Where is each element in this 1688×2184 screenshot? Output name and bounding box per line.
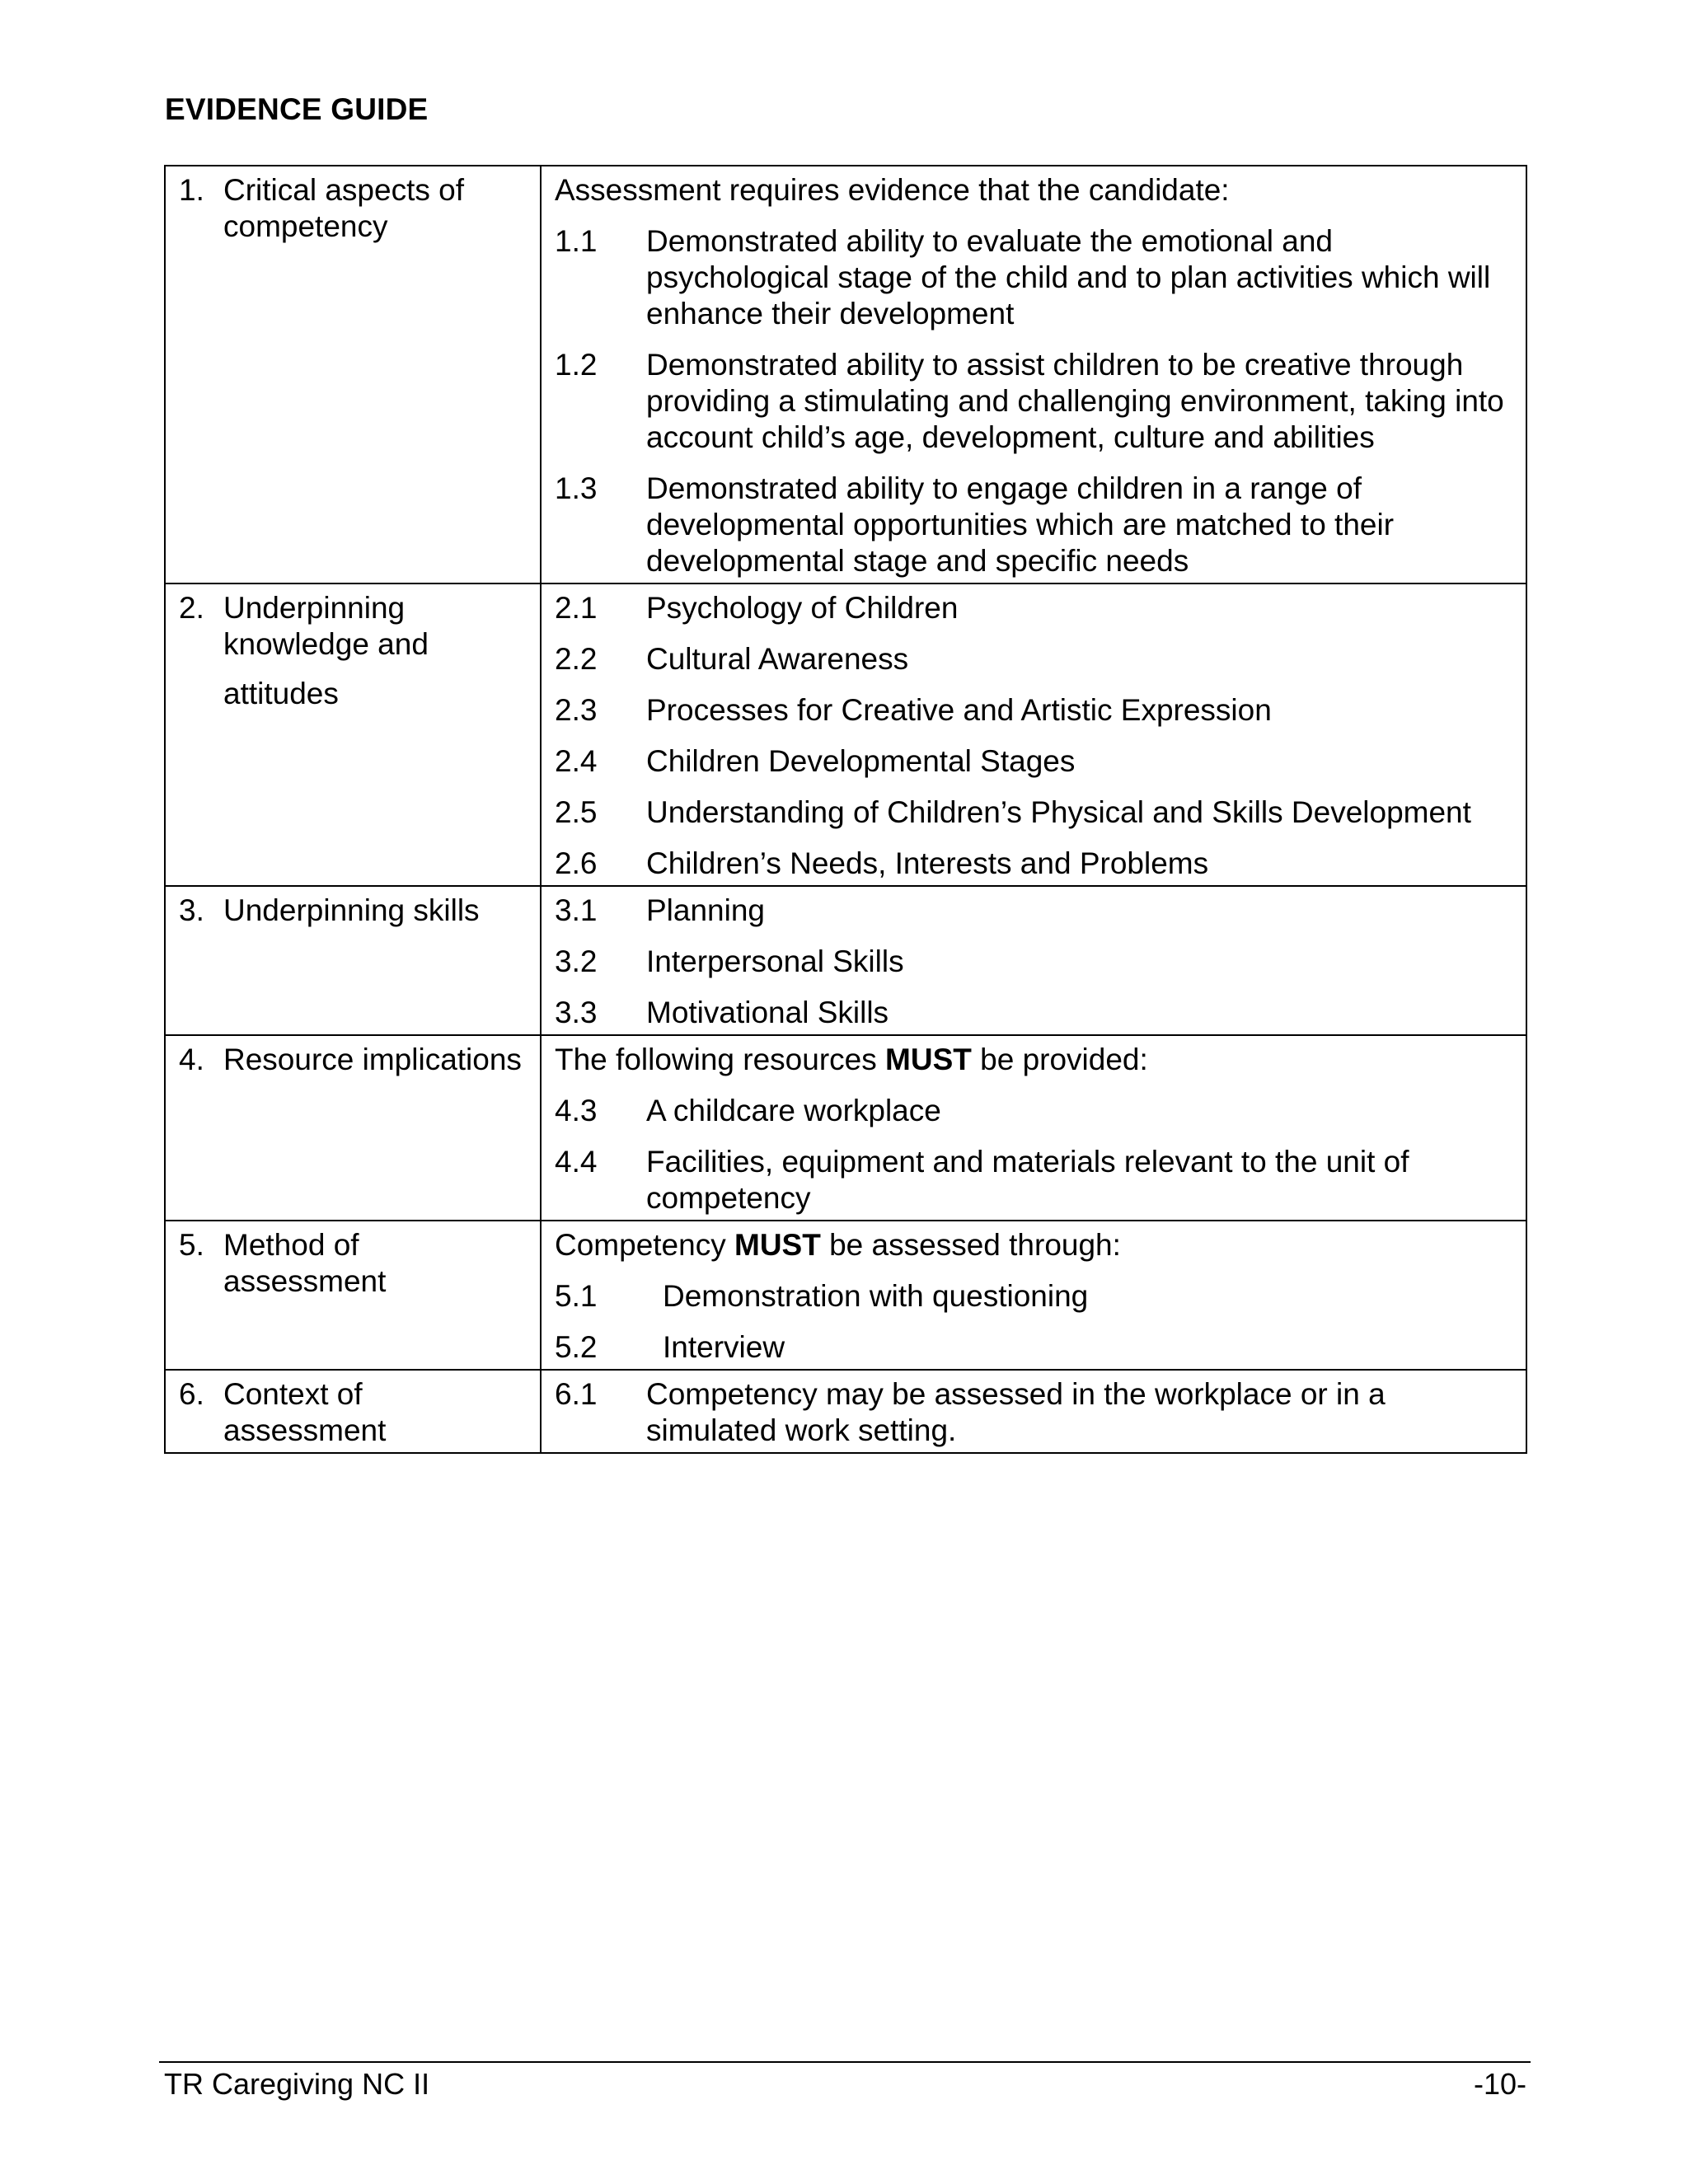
row-content-cell [541,583,1526,886]
item-number: 2.4 [555,744,598,778]
item-text: Demonstrated ability to engage children in a range of developmental opportunities which are matched to their developmental stage and specific needs [646,471,1395,578]
item-text: Interpersonal Skills [646,944,904,978]
item-number: 6.1 [555,1377,598,1411]
row-content-cell [541,886,1526,1035]
list-item [555,692,1512,729]
row-title: Critical aspects of competency [223,173,464,243]
list-item [555,1278,1512,1315]
list-item [555,743,1512,780]
list-item [555,1329,1512,1366]
table-row [165,166,1526,583]
row-number: 3. [179,893,204,927]
row-label-cell [165,1221,541,1370]
list-item [555,944,1512,980]
list-item [555,1144,1512,1216]
item-text: Demonstration with questioning [663,1279,1089,1313]
table-row [165,1035,1526,1221]
item-text: A childcare workplace [646,1094,941,1127]
list-item [555,893,1512,929]
row-intro [555,1227,1512,1263]
footer-document-title: TR Caregiving NC II [164,2067,430,2101]
item-number: 3.1 [555,893,598,927]
intro-text: be provided: [980,1043,1148,1076]
table-row [165,1221,1526,1370]
row-number: 6. [179,1377,204,1411]
item-number: 2.5 [555,795,598,829]
item-number: 5.1 [555,1279,598,1313]
row-label-cell [165,583,541,886]
list-item [555,1376,1512,1449]
page-heading: EVIDENCE GUIDE [165,92,429,126]
footer-page-number: -10- [1473,2067,1526,2101]
row-content-cell [541,1370,1526,1453]
item-number: 2.6 [555,846,598,880]
item-number: 3.2 [555,944,598,978]
item-number: 1.3 [555,471,598,505]
item-number: 1.1 [555,224,598,258]
row-label-cell [165,1370,541,1453]
table-row [165,886,1526,1035]
row-content-cell [541,1035,1526,1221]
item-number: 2.1 [555,591,598,625]
row-number: 1. [179,173,204,207]
row-content-cell [541,166,1526,583]
row-title: Resource implications [223,1043,522,1076]
row-intro [555,1042,1512,1078]
item-text: Motivational Skills [646,996,889,1029]
list-item [555,641,1512,677]
intro-text: The following resources [555,1043,877,1076]
row-intro: Assessment requires evidence that the candidate: [555,173,1230,207]
item-text: Planning [646,893,766,927]
row-label-cell [165,166,541,583]
intro-emphasis: MUST [734,1228,821,1262]
list-item [555,794,1512,831]
table-row [165,583,1526,886]
item-number: 2.3 [555,693,598,727]
intro-emphasis: MUST [885,1043,972,1076]
row-title: Underpinning skills [223,893,480,927]
item-number: 4.4 [555,1145,598,1179]
row-title-line: attitudes [223,677,339,710]
footer-divider [159,2061,1531,2063]
row-label-cell [165,886,541,1035]
row-label-cell [165,1035,541,1221]
item-text: Demonstrated ability to assist children to be creative through providing a stimulating and challenging environment, taking into account child’s age, development, culture and abilities [646,348,1504,454]
item-text: Competency may be assessed in the workplace or in a simulated work setting. [646,1377,1386,1447]
item-text: Cultural Awareness [646,642,909,676]
evidence-guide-table [164,165,1527,1454]
item-number: 1.2 [555,348,598,382]
item-text: Understanding of Children’s Physical and Skills Development [646,795,1471,829]
item-text: Demonstrated ability to evaluate the emotional and psychological stage of the child and to plan activities which will enhance their development [646,224,1491,330]
row-title [223,590,527,712]
item-text: Interview [663,1330,785,1364]
item-number: 5.2 [555,1330,598,1364]
row-content-cell [541,1221,1526,1370]
row-number: 4. [179,1043,204,1076]
list-item [555,471,1512,579]
row-number: 5. [179,1228,204,1262]
list-item [555,846,1512,882]
row-title: Context of assessment [223,1377,387,1447]
item-text: Psychology of Children [646,591,959,625]
item-number: 3.3 [555,996,598,1029]
item-text: Facilities, equipment and materials relevant to the unit of competency [646,1145,1409,1215]
item-text: Children’s Needs, Interests and Problems [646,846,1209,880]
list-item [555,223,1512,332]
table-row [165,1370,1526,1453]
list-item [555,1093,1512,1129]
row-title: Method of assessment [223,1228,387,1298]
item-number: 4.3 [555,1094,598,1127]
item-text: Processes for Creative and Artistic Expression [646,693,1272,727]
intro-text: be assessed through: [829,1228,1121,1262]
list-item [555,347,1512,456]
row-number: 2. [179,591,204,625]
item-number: 2.2 [555,642,598,676]
list-item [555,590,1512,626]
item-text: Children Developmental Stages [646,744,1076,778]
row-title-line: Underpinning knowledge and [223,591,429,661]
intro-text: Competency [555,1228,726,1262]
list-item [555,995,1512,1031]
